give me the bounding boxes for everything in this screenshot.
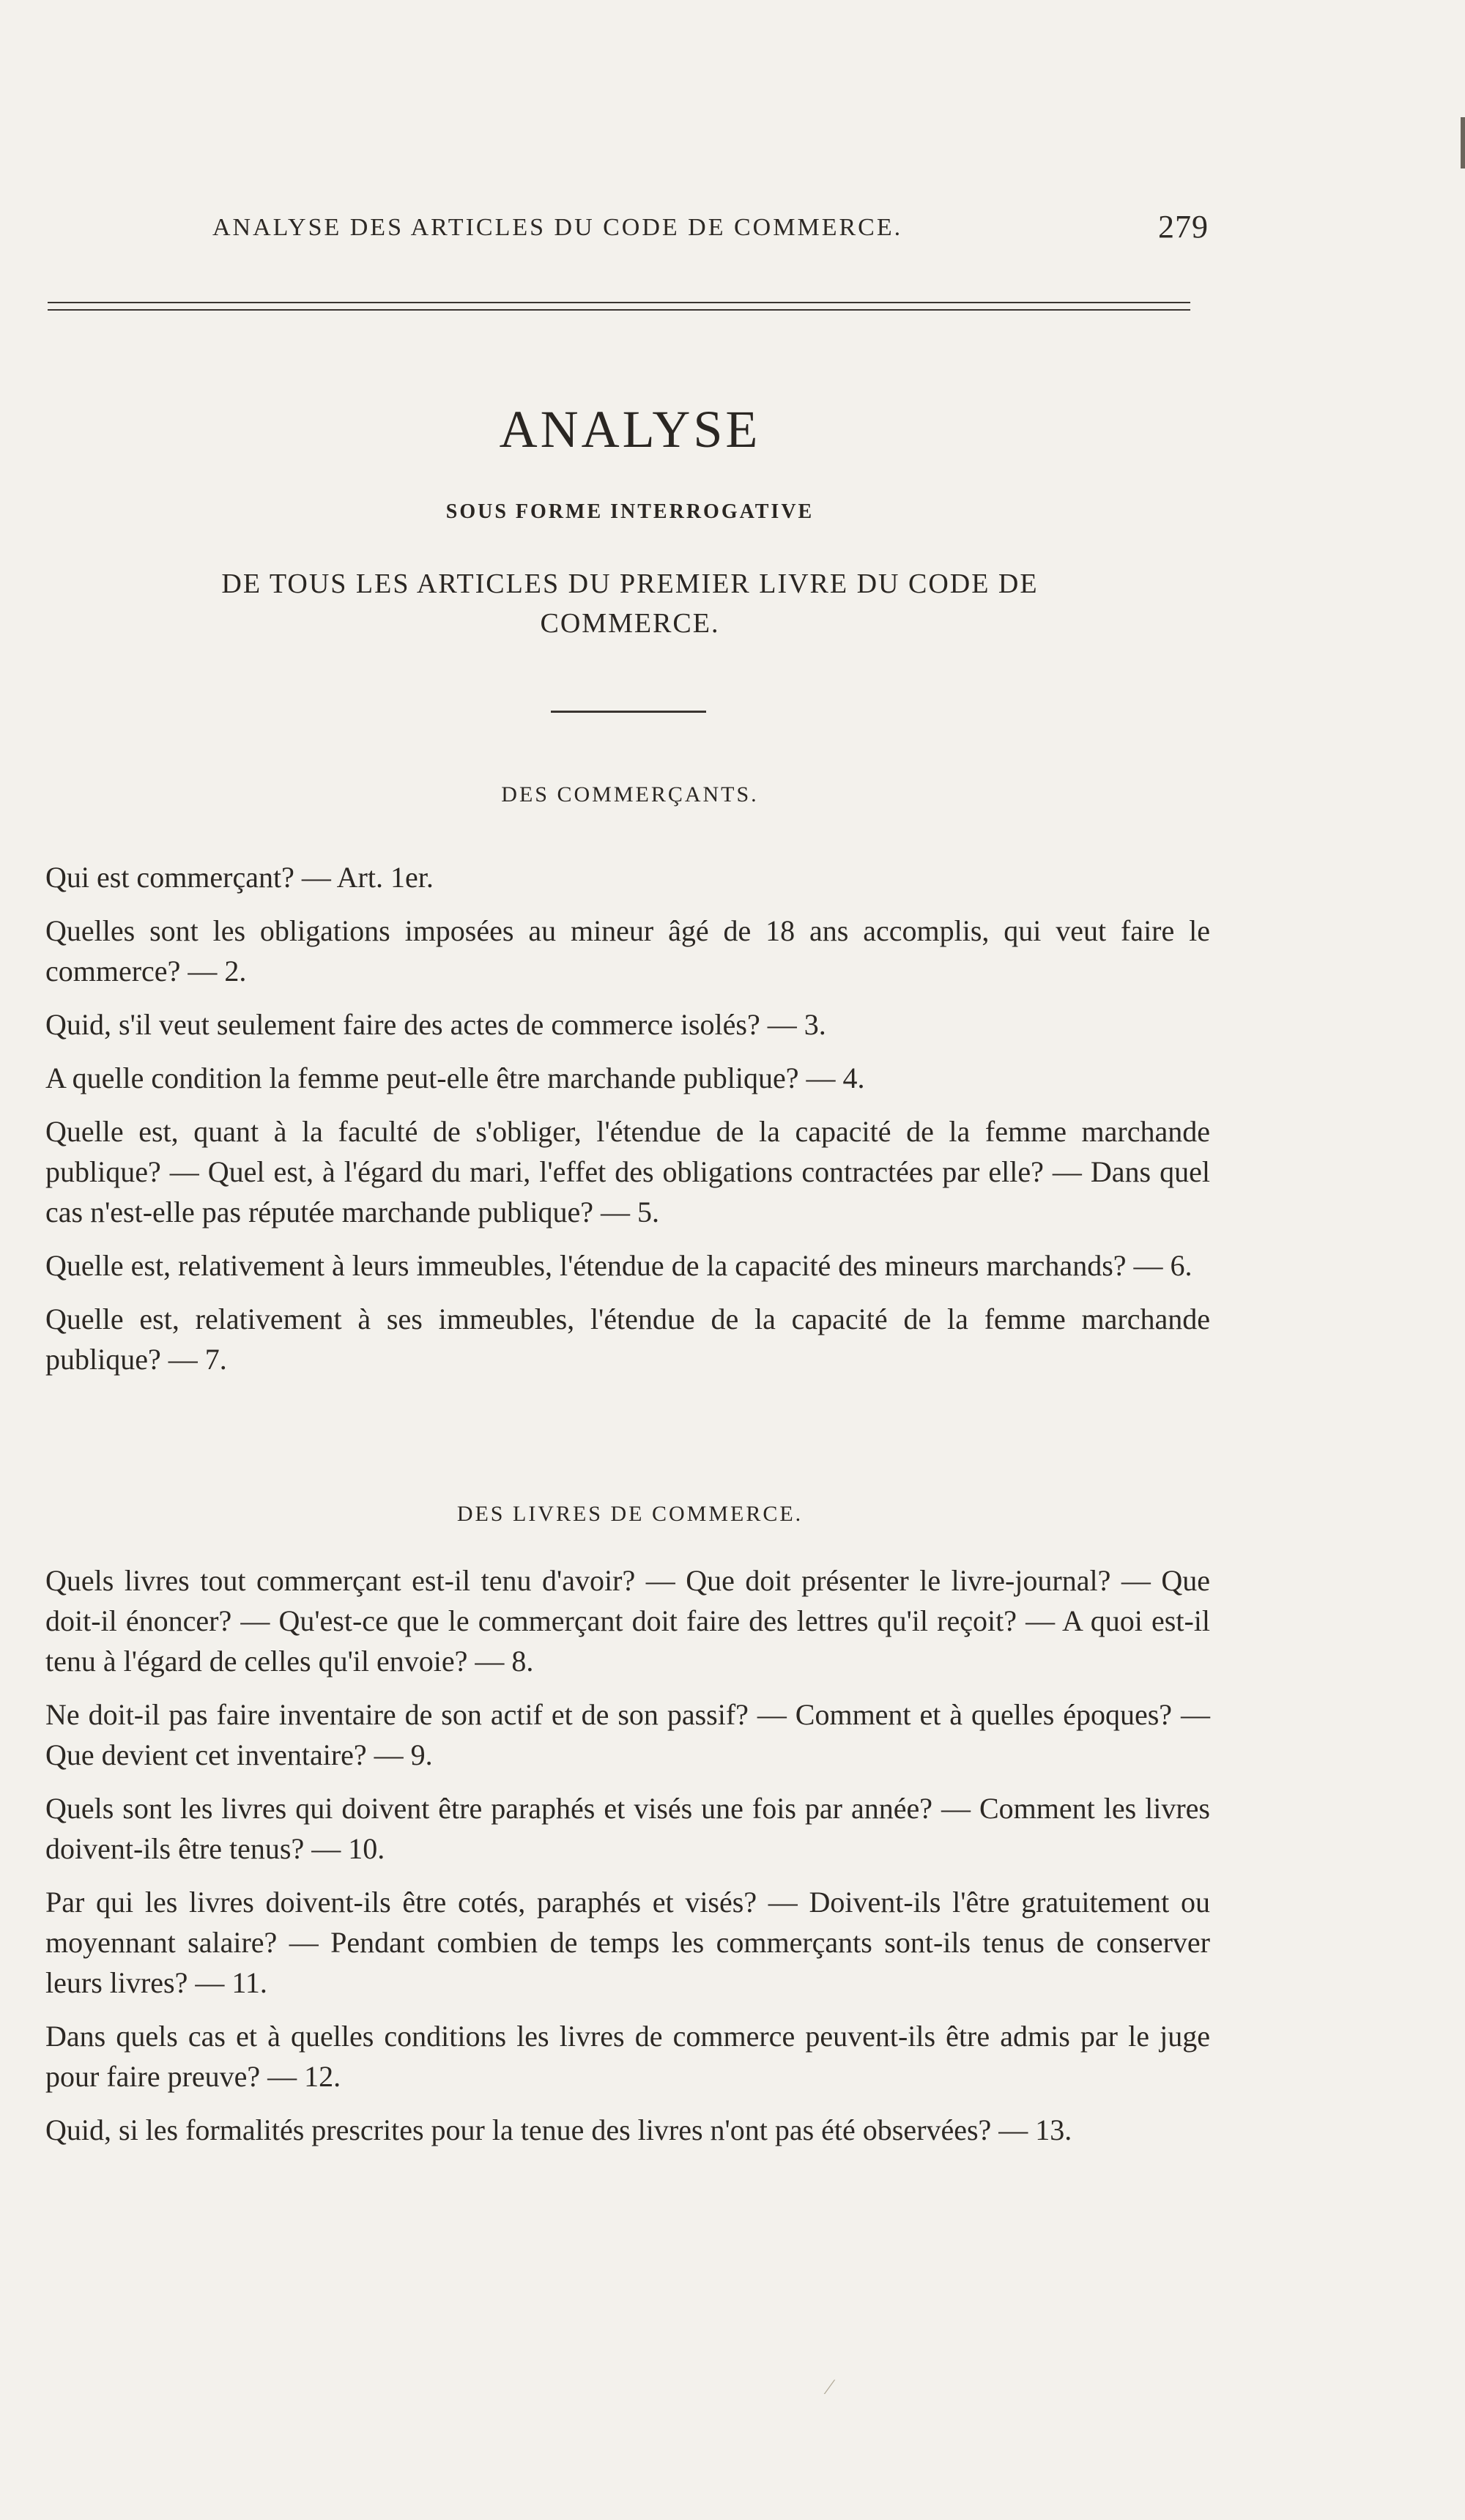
question-paragraph: Quelle est, relativement à leurs immeubles, l'étendue de la capacité des mineurs marchands? — 6. — [45, 1249, 1193, 1282]
question-paragraph: Ne doit-il pas faire inventaire de son actif et de son passif? — Comment et à quelles époques? — Que devient cet inventaire? — 9. — [45, 1698, 1210, 1771]
running-head — [212, 209, 1209, 245]
question-paragraph: Quels sont les livres qui doivent être paraphés et visés une fois par année? — Comment les livres doivent-ils être tenus? — 10. — [45, 1792, 1210, 1865]
question-paragraph: A quelle condition la femme peut-elle être marchande publique? — 4. — [45, 1061, 865, 1094]
question-paragraph: Par qui les livres doivent-ils être cotés, paraphés et visés? — Doivent-ils l'être gratuitement ou moyennant salaire? — Pendant combien de temps les commerçants sont-ils tenus de conserver leurs livres? — 11. — [45, 1886, 1210, 1999]
question-paragraph: Quelle est, relativement à ses immeubles, l'étendue de la capacité de la femme marchande publique? — 7. — [45, 1302, 1210, 1376]
page-number: 279 — [1158, 209, 1209, 245]
question-paragraph: Quels livres tout commerçant est-il tenu d'avoir? — Que doit présenter le livre-journal? — Que doit-il énoncer? — Qu'est-ce que le commerçant doit faire des lettres qu'il reçoit? — A quoi est-il tenu à l'égard de celles qu'il envoie? — 8. — [45, 1564, 1210, 1678]
question-paragraph: Quid, si les formalités prescrites pour la tenue des livres n'ont pas été observées? — 13. — [45, 2113, 1072, 2146]
page-subtitle: SOUS FORME INTERROGATIVE — [445, 500, 815, 523]
section-livres-body — [45, 1560, 1210, 2163]
section-divider — [551, 711, 706, 713]
main-heading: DE TOUS LES ARTICLES DU PREMIER LIVRE DU CODE DE COMMERCE. — [221, 568, 1039, 639]
section-title-commercants: DES COMMERÇANTS. — [501, 782, 759, 807]
running-head-title: ANALYSE DES ARTICLES DU CODE DE COMMERCE. — [212, 214, 903, 241]
header-double-rule — [48, 302, 1190, 311]
question-paragraph: Quid, s'il veut seulement faire des actes de commerce isolés? — 3. — [45, 1008, 826, 1041]
question-paragraph: Quelles sont les obligations imposées au mineur âgé de 18 ans accomplis, qui veut faire le commerce? — 2. — [45, 914, 1210, 987]
section-title-livres: DES LIVRES DE COMMERCE. — [456, 1502, 804, 1526]
section-commercants-body — [45, 857, 1210, 1393]
page-edge-mark — [1461, 117, 1465, 168]
paper-stain-mark: ⁄ — [828, 2375, 832, 2399]
question-paragraph: Quelle est, quant à la faculté de s'obliger, l'étendue de la capacité de la femme marchande publique? — Quel est, à l'égard du mari, l'effet des obligations contractées par elle? — Dans quel cas n'est-elle pas réputée marchande publique? — 5. — [45, 1115, 1210, 1228]
question-paragraph: Dans quels cas et à quelles conditions les livres de commerce peuvent-ils être admis par le juge pour faire preuve? — 12. — [45, 2020, 1210, 2093]
question-paragraph: Qui est commerçant? — Art. 1er. — [45, 861, 434, 894]
page-title: ANALYSE — [499, 400, 761, 459]
